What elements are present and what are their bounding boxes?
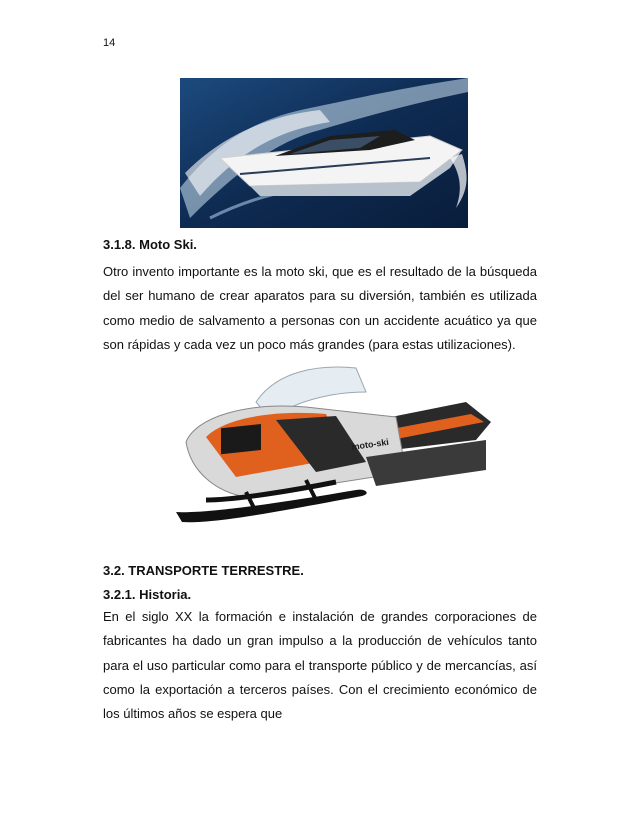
snowmobile-grille: [221, 424, 261, 454]
paragraph-historia: En el siglo XX la formación e instalación de grandes corporaciones de fabricantes ha dado un gran impulso a la producción de vehículos tanto para el uso particular como para el transporte público y de mercancías, así como la exportación a terceros países. Con el crecimiento económico de los últimos años se espera que: [103, 609, 537, 722]
snowmobile-illustration: [166, 362, 498, 532]
section-heading-historia: 3.2.1. Historia.: [103, 587, 192, 602]
speedboat-photo: [180, 78, 468, 228]
snowmobile-logo: moto-ski: [350, 436, 390, 452]
section-heading-moto-ski: 3.1.8. Moto Ski.: [103, 237, 197, 252]
page-number: 14: [103, 37, 116, 49]
section-heading-transporte-terrestre: 3.2. TRANSPORTE TERRESTRE.: [103, 563, 304, 578]
snowmobile-photo: [166, 362, 498, 532]
paragraph-moto-ski: Otro invento importante es la moto ski, que es el resultado de la búsqueda del ser humano de crear aparatos para su diversión, también es utilizada como medio de salvamento a personas con un accidente acuático ya que son rápidas y cada vez un poco más grandes (para estas utilizaciones).: [103, 264, 537, 352]
speedboat-illustration: [180, 78, 468, 228]
